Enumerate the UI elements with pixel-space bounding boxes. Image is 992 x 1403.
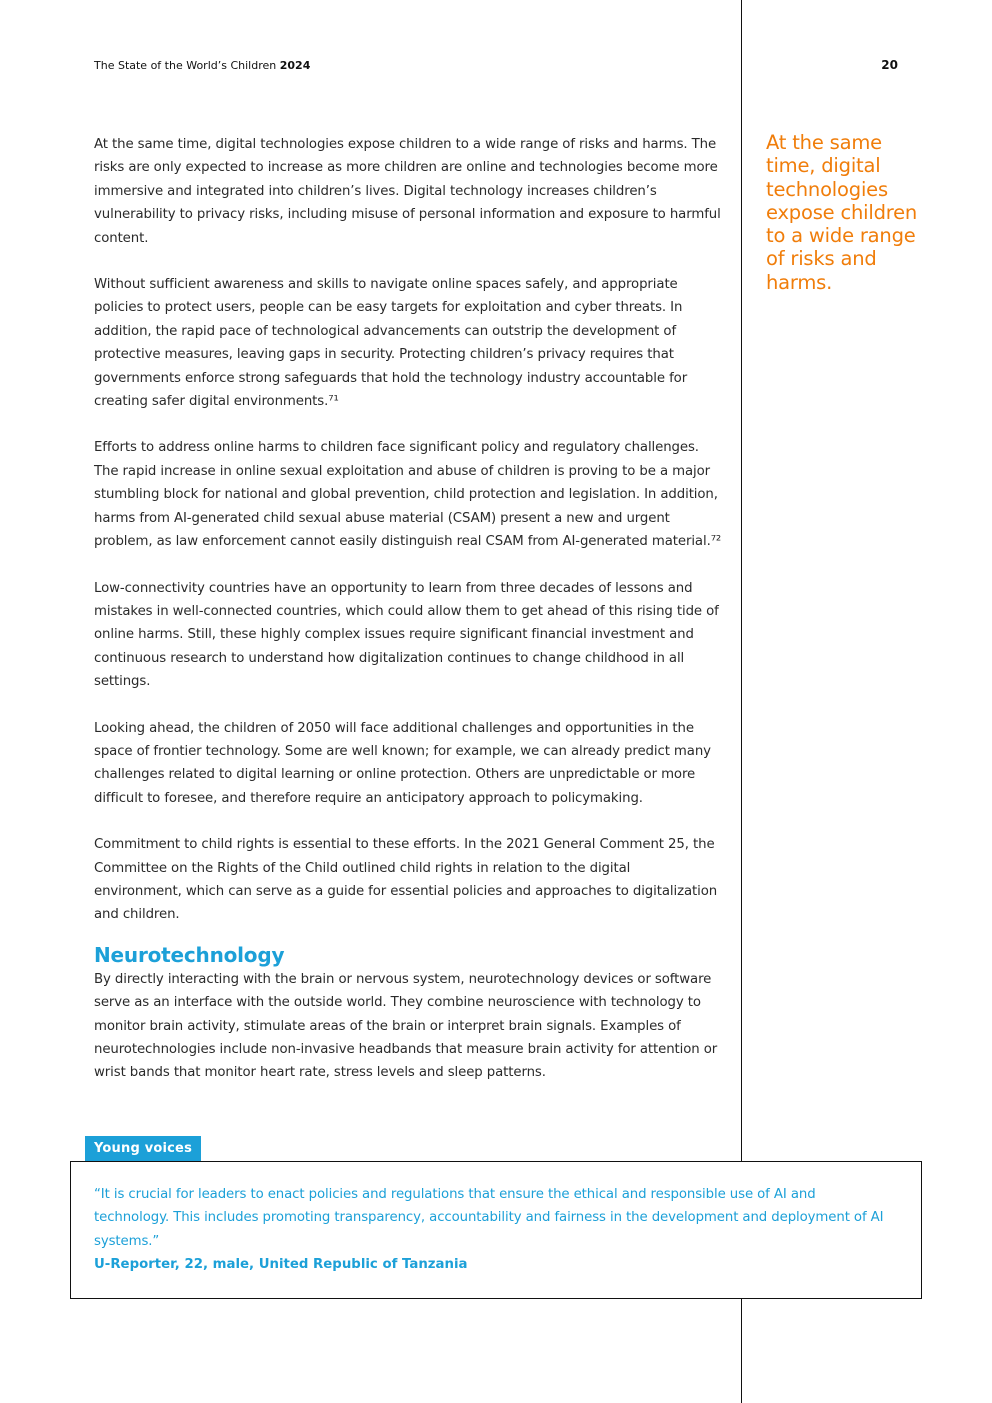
report-title: The State of the World’s Children xyxy=(94,59,277,72)
young-voices-attribution: U-Reporter, 22, male, United Republic of Tanzania xyxy=(94,1257,468,1272)
body-paragraph: Low-connectivity countries have an opportunity to learn from three decades of lessons and mistakes in well-connected countries, which could allow them to get ahead of this rising tide of online harms. Still, these highly complex issues require significant financial investment and continuous research to understand how digitalization continues to change childhood in all settings. xyxy=(94,580,719,690)
pull-quote: At the same time, digital technologies expose children to a wide range of risks and harms. xyxy=(766,131,918,294)
body-paragraph: Commitment to child rights is essential to these efforts. In the 2021 General Comment 25, the Committee on the Rights of the Child outlined child rights in relation to the digital environment, which can serve as a guide for essential policies and approaches to digitalization and children. xyxy=(94,837,718,923)
section-paragraph: By directly interacting with the brain or nervous system, neurotechnology devices or software serve as an interface with the outside world. They combine neuroscience with technology to monitor brain activity, stimulate areas of the brain or interpret brain signals. Examples of neurotechnologies include non-invasive headbands that measure brain activity for attention or wrist bands that monitor heart rate, stress levels and sleep patterns. xyxy=(94,971,718,1081)
running-header xyxy=(94,59,310,72)
young-voices-tab: Young voices xyxy=(85,1136,201,1161)
body-paragraph: Without sufficient awareness and skills to navigate online spaces safely, and appropriate policies to protect users, people can be easy targets for exploitation and cyber threats. In addition, the rapid pace of technological advancements can outstrip the development of protective measures, leaving gaps in security. Protecting children’s privacy requires that governments enforce strong safeguards that hold the technology industry accountable for creating safer digital environments.⁷¹ xyxy=(94,277,688,410)
body-paragraph: Efforts to address online harms to children face significant policy and regulatory challenges. The rapid increase in online sexual exploitation and abuse of children is proving to be a major stumbling block for national and global prevention, child protection and legislation. In addition, harms from AI-generated child sexual abuse material (CSAM) present a new and urgent problem, as law enforcement cannot easily distinguish real CSAM from AI-generated material.⁷² xyxy=(94,440,722,550)
main-column xyxy=(94,133,722,1108)
young-voices-quote: “It is crucial for leaders to enact policies and regulations that ensure the ethical and responsible use of AI and technology. This includes promoting transparency, accountability and fairness in the development and deployment of AI systems.” xyxy=(94,1187,884,1249)
section-heading: Neurotechnology xyxy=(94,942,285,967)
young-voices-box xyxy=(70,1161,922,1299)
page-number: 20 xyxy=(881,58,898,72)
report-year: 2024 xyxy=(279,59,311,72)
body-paragraph: At the same time, digital technologies expose children to a wide range of risks and harms. The risks are only expected to increase as more children are online and technologies become more immersive and integrated into children’s lives. Digital technology increases children’s vulnerability to privacy risks, including misuse of personal information and exposure to harmful content. xyxy=(94,137,721,246)
section-neurotechnology xyxy=(94,942,722,1085)
body-paragraph: Looking ahead, the children of 2050 will face additional challenges and opportunities in the space of frontier technology. Some are well known; for example, we can already predict many challenges related to digital learning or online protection. Others are unpredictable or more difficult to foresee, and therefore require an anticipatory approach to policymaking. xyxy=(94,720,711,806)
